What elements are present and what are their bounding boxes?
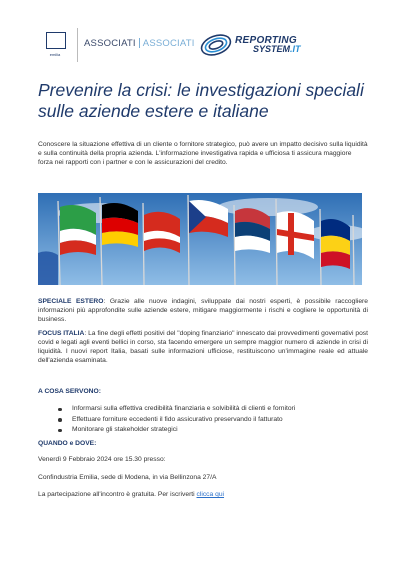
speciale-estero-paragraph [38, 297, 368, 325]
page-title: Prevenire la crisi: le investigazioni speciali sulle aziende estere e italiane [38, 80, 364, 121]
cosa-servono-heading: A COSA SERVONO: [38, 388, 101, 395]
list-item-text: Effettuare forniture eccedenti il fido assicurativo preservando il fatturato [72, 415, 283, 423]
registration-text: La partecipazione all'incontro è gratuita. Per iscriverti [38, 491, 197, 498]
system-word: SYSTEM [253, 44, 291, 54]
emilia-logo-caption: emilia [49, 52, 61, 57]
reporting-system-logo [235, 36, 365, 54]
reporting-system-swirl-icon [198, 28, 234, 62]
bullet-icon [58, 429, 62, 433]
list-item [58, 404, 368, 415]
focus-italia-label: FOCUS ITALIA [38, 329, 85, 337]
list-item [58, 415, 368, 426]
list-item-text: Monitorare gli stakeholder strategici [72, 426, 178, 433]
cosa-servono-list [58, 404, 368, 436]
flags-photo [38, 193, 362, 285]
speciale-estero-text: : Grazie alle nuove indagini, sviluppate dai nostri esperti, è possibile raccogliere informazioni più approfondite sulle aziende estere, mitigare maggiormente i rischi e cogliere le opportunità di business. [38, 298, 368, 324]
header-divider [77, 28, 78, 62]
speciale-estero-label: SPECIALE ESTERO [38, 298, 104, 305]
list-item [58, 425, 368, 436]
event-place: Confindustria Emilia, sede di Modena, in via Bellinzona 27/A [38, 474, 217, 481]
reporting-word: REPORTING [235, 35, 297, 46]
event-date: Venerdì 9 Febbraio 2024 ore 15.30 presso: [38, 456, 166, 463]
bullet-icon [58, 408, 62, 412]
page-header [40, 28, 370, 64]
associati-word-1: ASSOCIATI [84, 38, 136, 49]
associati-word-2: ASSOCIATI [142, 38, 195, 49]
main-body [38, 297, 368, 365]
list-item-text: Informarsi sulla effettiva credibilità finanziaria e solvibilità di clienti e fornitori [72, 405, 296, 412]
focus-italia-paragraph [38, 329, 368, 366]
bullet-icon [58, 418, 62, 422]
confindustria-emilia-logo [40, 30, 70, 60]
associati-logo [84, 38, 195, 49]
register-link[interactable]: clicca qui [196, 491, 225, 498]
quando-dove-heading: QUANDO e DOVE: [38, 440, 97, 447]
intro-paragraph: Conoscere la situazione effettiva di un cliente o fornitore strategico, può avere un impatto decisivo sulla liquidità e sulla continuità della propria azienda. L'informazione investigativa rapida e ufficiosa ti assicura maggiore forza nei rapporti con i partner e con le assicurazioni del credito. [38, 141, 368, 167]
focus-italia-text: : La fine degli effetti positivi del "doping finanziario" innescato dai provvedimenti governativi post covid e legati agli eventi bellici in corso, sta facendo emergere un sempre maggior numero di aziende in crisi di liquidità. I nuovi report Italia, basati sulle informazioni ufficiose, restituiscono un'immagine reale ed attuale dell'azienda esaminata. [38, 329, 368, 365]
registration-line [38, 491, 224, 498]
it-word: .IT [290, 44, 301, 54]
